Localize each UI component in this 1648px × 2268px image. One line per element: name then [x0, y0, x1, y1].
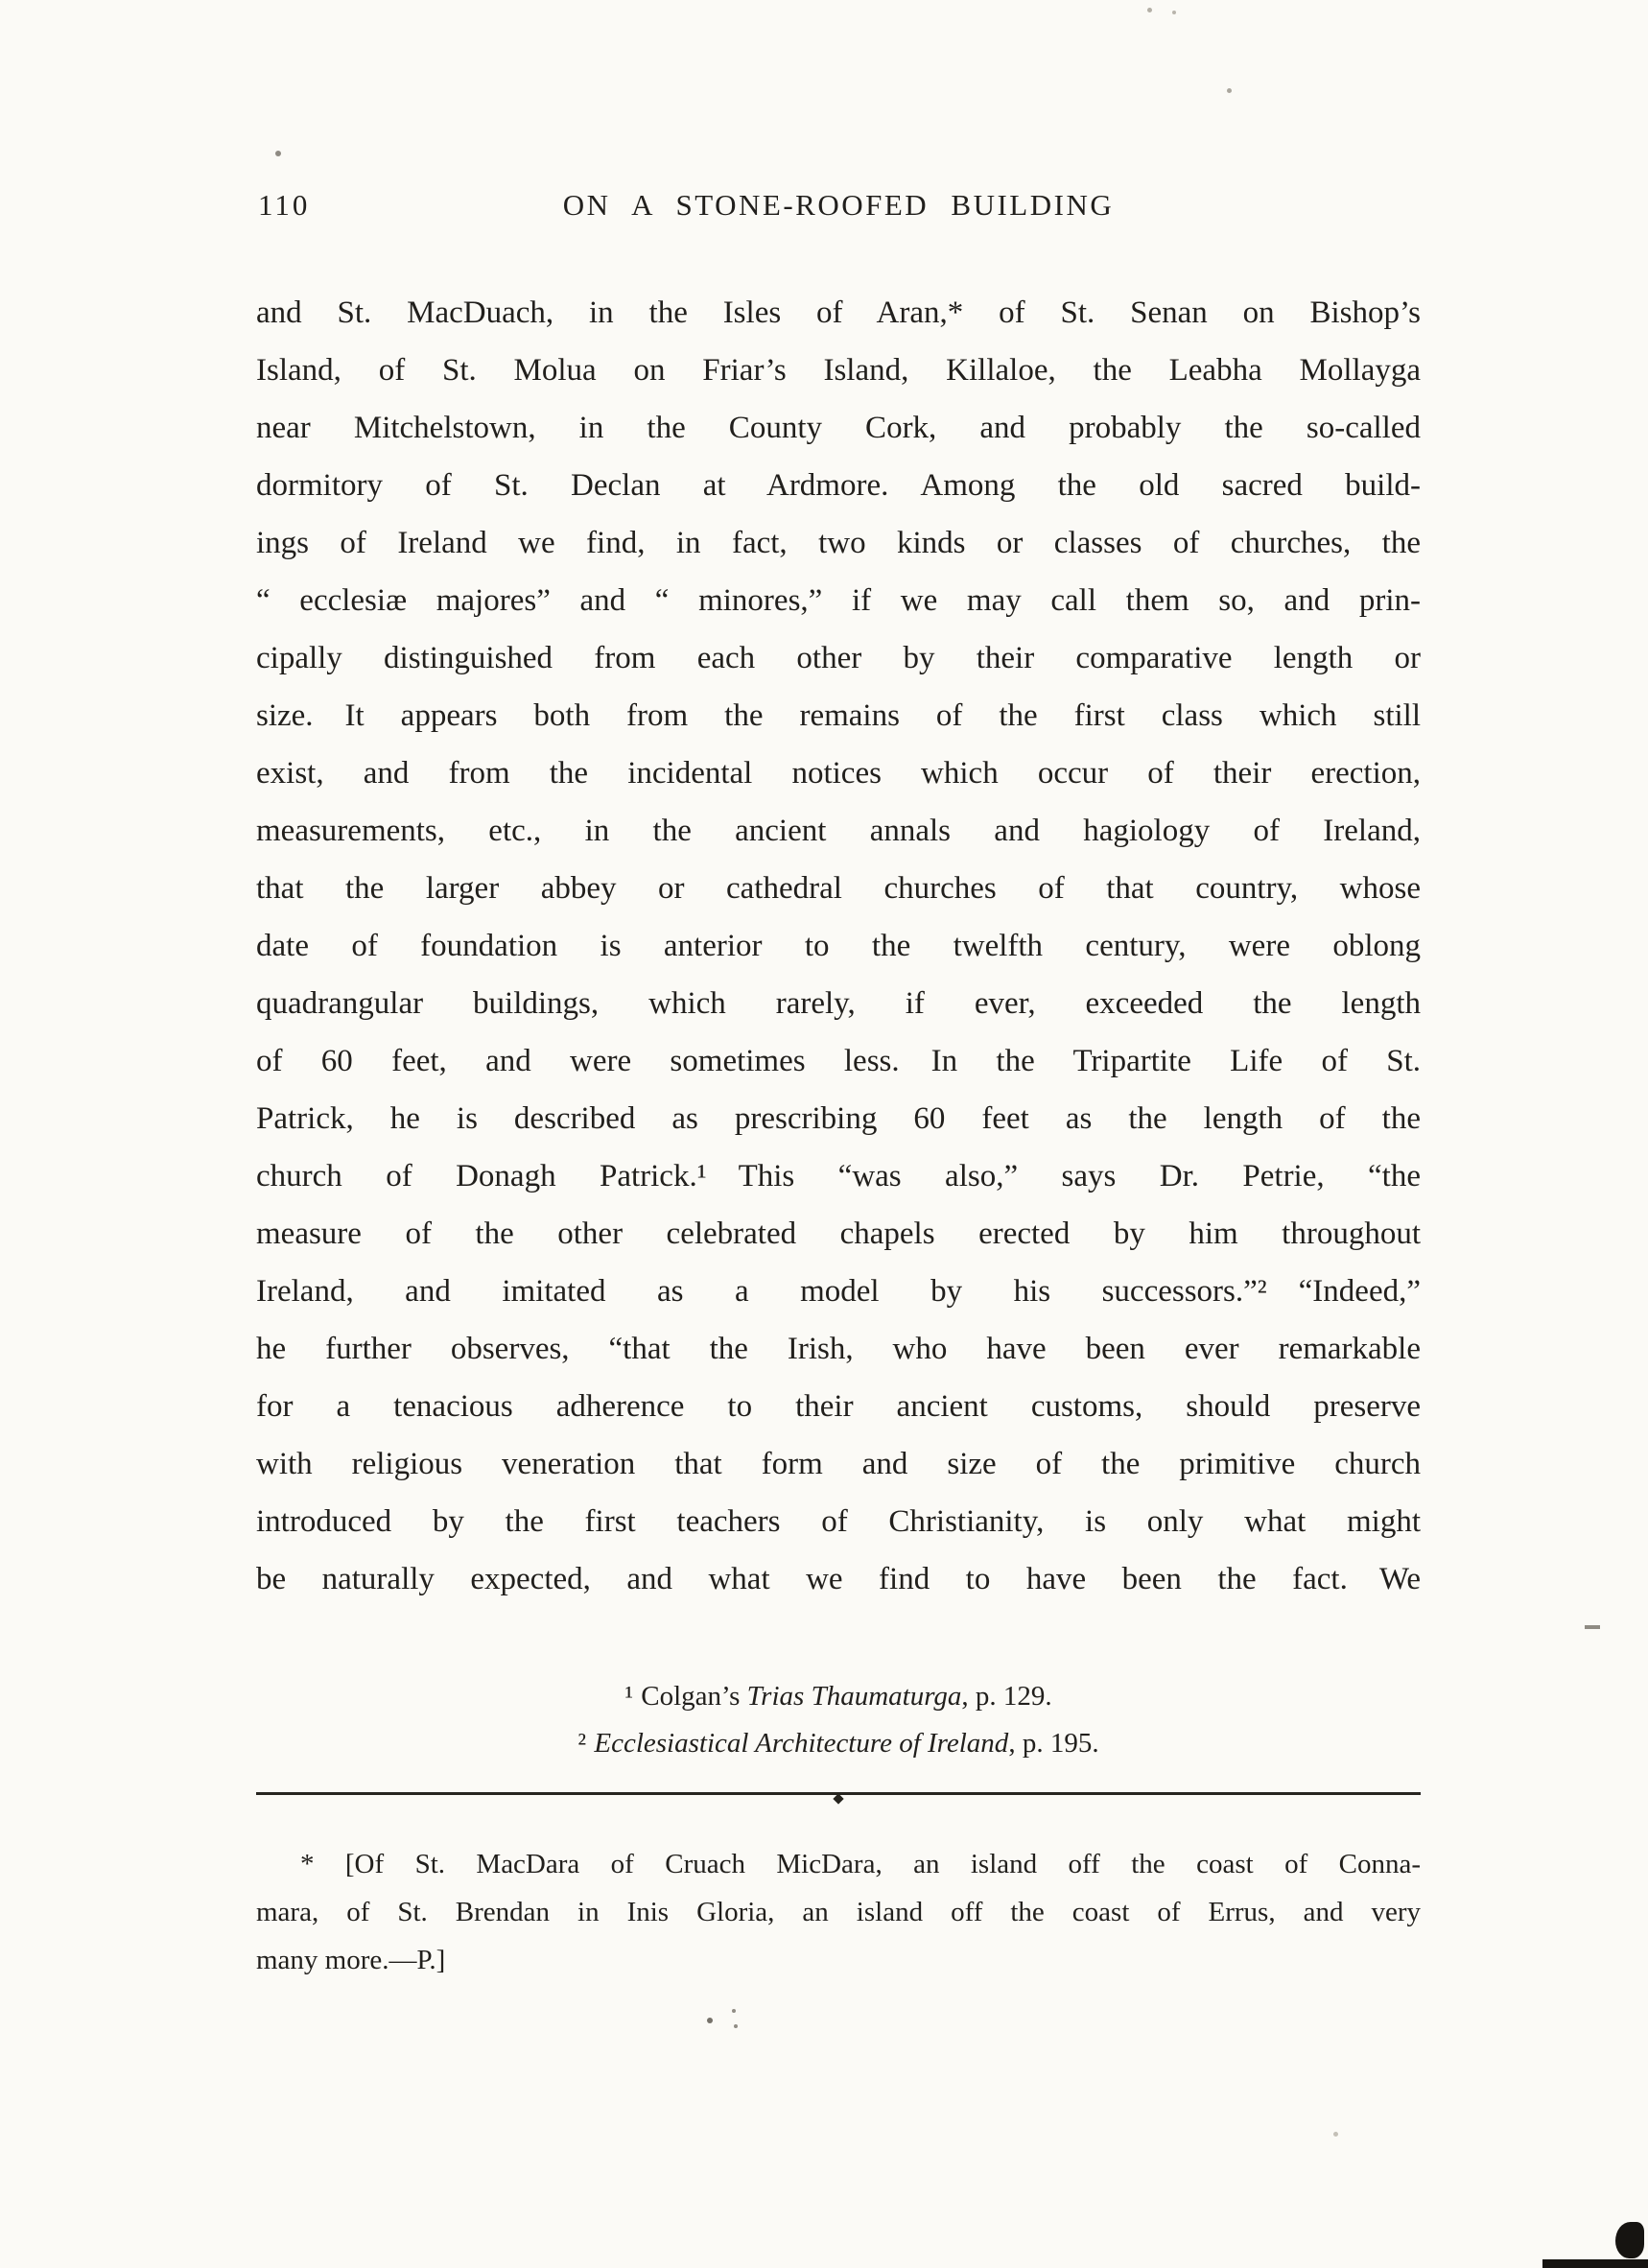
note-line: * [Of St. MacDara of Cruach MicDara, an island off the coast of Conna-: [300, 1849, 1421, 1879]
page-edge-blob: [1615, 2222, 1644, 2258]
footnote-marker: ¹: [624, 1681, 635, 1712]
scan-speck: [734, 2024, 738, 2028]
footnote-text: , p. 129.: [961, 1681, 1052, 1712]
scan-speck: [707, 2018, 713, 2023]
text-line: ings of Ireland we find, in fact, two kinds or classes of churches, the: [256, 526, 1421, 560]
footnote-text: , p. 195.: [1008, 1728, 1099, 1759]
text-line: measure of the other celebrated chapels erected by him throughout: [256, 1217, 1421, 1251]
text-line: be naturally expected, and what we find to have been the fact. We: [256, 1562, 1421, 1596]
text-line: of 60 feet, and were sometimes less. In the Tripartite Life of St.: [256, 1044, 1421, 1078]
editor-note: [256, 1840, 1421, 1984]
text-line: cipally distinguished from each other by their comparative length or: [256, 641, 1421, 675]
footnote-title: Trias Thaumaturga: [746, 1681, 962, 1712]
footnote-rule-wrap: [256, 1792, 1421, 1802]
ink-mark: [833, 1793, 843, 1804]
footnote: [256, 1720, 1421, 1767]
text-line: “ ecclesiæ majores” and “ minores,” if we may call them so, and prin-: [256, 583, 1421, 618]
text-line: he further observes, “that the Irish, who have been ever remarkable: [256, 1332, 1421, 1366]
text-line: that the larger abbey or cathedral churches of that country, whose: [256, 871, 1421, 906]
text-line: Patrick, he is described as prescribing 60 feet as the length of the: [256, 1101, 1421, 1136]
text-line: and St. MacDuach, in the Isles of Aran,* of St. Senan on Bishop’s: [256, 295, 1421, 330]
scan-speck: [1172, 11, 1176, 14]
running-title: ON A STONE-ROOFED BUILDING: [562, 188, 1115, 222]
scan-speck: [1147, 8, 1152, 12]
footnote-marker: ²: [577, 1728, 588, 1759]
footnote-text: Colgan’s: [634, 1681, 747, 1712]
page-number: 110: [258, 188, 311, 222]
page-body: [256, 284, 1421, 1608]
text-line: date of foundation is anterior to the twelfth century, were oblong: [256, 929, 1421, 963]
page-header: [256, 188, 1421, 228]
text-line: introduced by the first teachers of Christianity, is only what might: [256, 1504, 1421, 1539]
text-line: Island, of St. Molua on Friar’s Island, Killaloe, the Leabha Mollayga: [256, 353, 1421, 388]
scan-mark: [1585, 1625, 1600, 1629]
text-line: measurements, etc., in the ancient annals and hagiology of Ireland,: [256, 814, 1421, 848]
text-line: dormitory of St. Declan at Ardmore. Among the old sacred build-: [256, 468, 1421, 503]
page-edge-strip: [1542, 2259, 1648, 2268]
text-line: quadrangular buildings, which rarely, if ever, exceeded the length: [256, 986, 1421, 1021]
text-line: church of Donagh Patrick.¹ This “was also,” says Dr. Petrie, “the: [256, 1159, 1421, 1193]
scan-speck: [1333, 2132, 1338, 2137]
text-line: exist, and from the incidental notices which occur of their erection,: [256, 756, 1421, 791]
scan-speck: [1227, 88, 1232, 93]
note-line: mara, of St. Brendan in Inis Gloria, an island off the coast of Errus, and very: [256, 1897, 1421, 1927]
scan-speck: [275, 151, 281, 156]
text-line: size. It appears both from the remains of the first class which still: [256, 698, 1421, 733]
scan-speck: [732, 2009, 736, 2013]
text-line: Ireland, and imitated as a model by his successors.”² “Indeed,”: [256, 1274, 1421, 1309]
text-line: for a tenacious adherence to their ancient customs, should preserve: [256, 1389, 1421, 1424]
footnote-title: Ecclesiastical Architecture of Ireland: [594, 1728, 1009, 1759]
footnote: [256, 1673, 1421, 1720]
note-line: many more.—P.]: [256, 1945, 446, 1975]
text-line: with religious veneration that form and size of the primitive church: [256, 1447, 1421, 1481]
text-line: near Mitchelstown, in the County Cork, and probably the so-called: [256, 411, 1421, 445]
page-content: [256, 188, 1421, 1984]
footnotes: [256, 1673, 1421, 1767]
